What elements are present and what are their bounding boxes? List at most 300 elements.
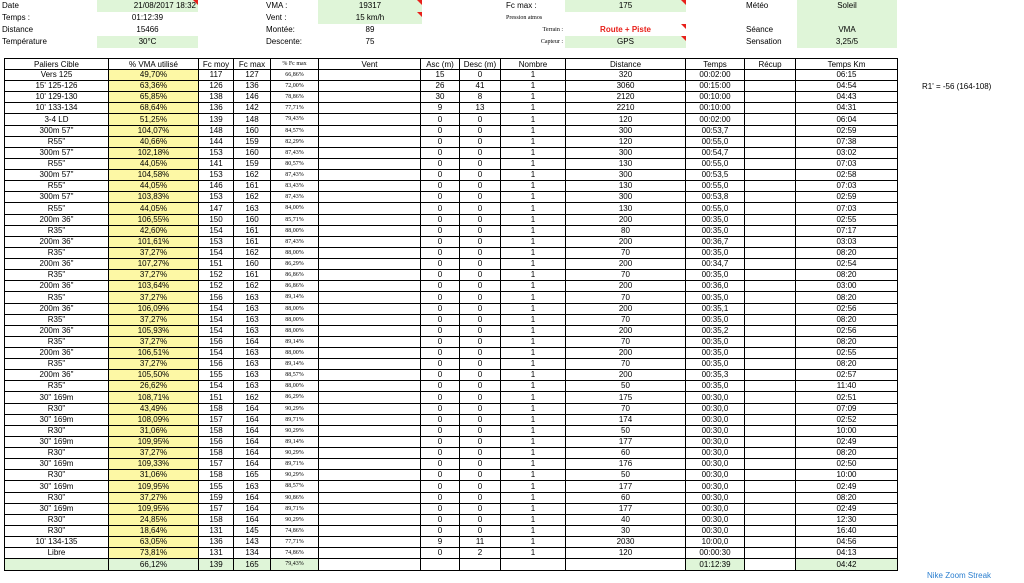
- cell-temps-km[interactable]: 02:52: [796, 415, 898, 426]
- cell-desc[interactable]: 0: [460, 70, 501, 81]
- cell-asc[interactable]: 0: [421, 292, 460, 304]
- cell-fc-max[interactable]: 164: [234, 426, 271, 437]
- cell-temps[interactable]: 00:10:00: [686, 92, 745, 103]
- cell-recup[interactable]: [745, 304, 796, 315]
- cell-paliers[interactable]: R35": [4, 292, 109, 304]
- cell-nombre[interactable]: 1: [501, 415, 566, 426]
- cell-temps-km[interactable]: 02:59: [796, 192, 898, 203]
- cell-vma-pct[interactable]: 108,09%: [109, 415, 199, 426]
- cell-recup[interactable]: [745, 281, 796, 292]
- cell-fc-max[interactable]: 160: [234, 259, 271, 270]
- cell-fc-max-pct[interactable]: 89,14%: [271, 337, 319, 348]
- cell-temps[interactable]: 00:35,3: [686, 370, 745, 381]
- cell-paliers[interactable]: R55": [4, 159, 109, 170]
- meteo-field[interactable]: Soleil: [797, 0, 897, 12]
- cell-temps-km[interactable]: 03:00: [796, 281, 898, 292]
- cell-paliers[interactable]: 30" 169m: [4, 504, 109, 515]
- cell-fc-max-pct[interactable]: 88,00%: [271, 315, 319, 326]
- cell-fc-max-pct[interactable]: 84,00%: [271, 203, 319, 215]
- cell-fc-max[interactable]: 163: [234, 348, 271, 359]
- cell-asc[interactable]: 0: [421, 459, 460, 470]
- total-recup[interactable]: [745, 559, 796, 571]
- cell-recup[interactable]: [745, 370, 796, 381]
- cell-recup[interactable]: [745, 348, 796, 359]
- cell-temps[interactable]: 00:35,0: [686, 315, 745, 326]
- cell-fc-max-pct[interactable]: 88,00%: [271, 226, 319, 237]
- cell-nombre[interactable]: 1: [501, 315, 566, 326]
- cell-nombre[interactable]: 1: [501, 381, 566, 392]
- cell-asc[interactable]: 0: [421, 404, 460, 415]
- cell-desc[interactable]: 0: [460, 415, 501, 426]
- cell-temps-km[interactable]: 02:54: [796, 259, 898, 270]
- cell-temps-km[interactable]: 02:49: [796, 437, 898, 448]
- cell-fc-moy[interactable]: 152: [199, 281, 234, 292]
- cell-desc[interactable]: 0: [460, 270, 501, 281]
- seance-field[interactable]: VMA: [797, 24, 897, 36]
- cell-fc-max[interactable]: 142: [234, 103, 271, 114]
- cell-fc-max[interactable]: 161: [234, 226, 271, 237]
- cell-nombre[interactable]: 1: [501, 192, 566, 203]
- cell-fc-max-pct[interactable]: 87,43%: [271, 192, 319, 203]
- cell-fc-moy[interactable]: 158: [199, 448, 234, 459]
- cell-paliers[interactable]: 30" 169m: [4, 481, 109, 493]
- cell-recup[interactable]: [745, 248, 796, 259]
- cell-fc-max[interactable]: 148: [234, 114, 271, 126]
- cell-distance[interactable]: 300: [566, 192, 686, 203]
- cell-fc-moy[interactable]: 154: [199, 381, 234, 392]
- cell-recup[interactable]: [745, 392, 796, 404]
- cell-asc[interactable]: 0: [421, 381, 460, 392]
- cell-temps-km[interactable]: 07:03: [796, 159, 898, 170]
- cell-vma-pct[interactable]: 107,27%: [109, 259, 199, 270]
- cell-asc[interactable]: 0: [421, 448, 460, 459]
- cell-nombre[interactable]: 1: [501, 537, 566, 548]
- cell-distance[interactable]: 70: [566, 270, 686, 281]
- cell-desc[interactable]: 13: [460, 103, 501, 114]
- cell-fc-moy[interactable]: 159: [199, 493, 234, 504]
- cell-asc[interactable]: 0: [421, 170, 460, 181]
- cell-vma-pct[interactable]: 31,06%: [109, 470, 199, 481]
- total-vent[interactable]: [319, 559, 421, 571]
- total-fc-max[interactable]: 165: [234, 559, 271, 571]
- cell-paliers[interactable]: 10' 129-130: [4, 92, 109, 103]
- cell-vent[interactable]: [319, 481, 421, 493]
- vent-field[interactable]: 15 km/h: [318, 12, 422, 24]
- cell-fc-max[interactable]: 145: [234, 526, 271, 537]
- cell-desc[interactable]: 2: [460, 548, 501, 559]
- cell-desc[interactable]: 0: [460, 259, 501, 270]
- cell-paliers[interactable]: R30": [4, 448, 109, 459]
- cell-fc-max-pct[interactable]: 80,57%: [271, 159, 319, 170]
- cell-distance[interactable]: 60: [566, 493, 686, 504]
- cell-recup[interactable]: [745, 470, 796, 481]
- cell-fc-max[interactable]: 143: [234, 537, 271, 548]
- cell-paliers[interactable]: R30": [4, 426, 109, 437]
- cell-vma-pct[interactable]: 37,27%: [109, 315, 199, 326]
- cell-fc-max-pct[interactable]: 86,29%: [271, 259, 319, 270]
- cell-fc-max[interactable]: 162: [234, 170, 271, 181]
- total-nombre[interactable]: [501, 559, 566, 571]
- cell-vent[interactable]: [319, 459, 421, 470]
- cell-recup[interactable]: [745, 415, 796, 426]
- cell-temps[interactable]: 00:35,1: [686, 304, 745, 315]
- cell-fc-max-pct[interactable]: 79,43%: [271, 114, 319, 126]
- cell-fc-max-pct[interactable]: 85,71%: [271, 215, 319, 226]
- cell-fc-max[interactable]: 164: [234, 415, 271, 426]
- cell-vent[interactable]: [319, 237, 421, 248]
- cell-temps-km[interactable]: 07:38: [796, 137, 898, 148]
- cell-asc[interactable]: 0: [421, 248, 460, 259]
- cell-asc[interactable]: 0: [421, 159, 460, 170]
- cell-paliers[interactable]: 30" 169m: [4, 415, 109, 426]
- cell-vent[interactable]: [319, 126, 421, 137]
- cell-vma-pct[interactable]: 106,09%: [109, 304, 199, 315]
- total-temps-km[interactable]: 04:42: [796, 559, 898, 571]
- cell-desc[interactable]: 0: [460, 159, 501, 170]
- cell-recup[interactable]: [745, 504, 796, 515]
- cell-fc-max[interactable]: 164: [234, 337, 271, 348]
- cell-desc[interactable]: 0: [460, 381, 501, 392]
- cell-asc[interactable]: 0: [421, 548, 460, 559]
- cell-desc[interactable]: 0: [460, 392, 501, 404]
- cell-paliers[interactable]: R35": [4, 270, 109, 281]
- cell-nombre[interactable]: 1: [501, 548, 566, 559]
- cell-nombre[interactable]: 1: [501, 337, 566, 348]
- total-desc[interactable]: [460, 559, 501, 571]
- cell-distance[interactable]: 130: [566, 203, 686, 215]
- cell-distance[interactable]: 200: [566, 237, 686, 248]
- total-asc[interactable]: [421, 559, 460, 571]
- cell-temps[interactable]: 00:30,0: [686, 515, 745, 526]
- cell-vent[interactable]: [319, 437, 421, 448]
- cell-vent[interactable]: [319, 70, 421, 81]
- cell-temps-km[interactable]: 02:56: [796, 326, 898, 337]
- cell-nombre[interactable]: 1: [501, 437, 566, 448]
- cell-fc-max[interactable]: 160: [234, 148, 271, 159]
- cell-fc-max[interactable]: 127: [234, 70, 271, 81]
- cell-fc-max[interactable]: 146: [234, 92, 271, 103]
- cell-recup[interactable]: [745, 459, 796, 470]
- cell-nombre[interactable]: 1: [501, 226, 566, 237]
- cell-fc-moy[interactable]: 156: [199, 337, 234, 348]
- cell-temps[interactable]: 00:36,7: [686, 237, 745, 248]
- cell-fc-moy[interactable]: 153: [199, 192, 234, 203]
- cell-asc[interactable]: 15: [421, 70, 460, 81]
- cell-desc[interactable]: 0: [460, 370, 501, 381]
- cell-desc[interactable]: 41: [460, 81, 501, 92]
- cell-paliers[interactable]: 300m 57": [4, 126, 109, 137]
- cell-asc[interactable]: 0: [421, 426, 460, 437]
- cell-vma-pct[interactable]: 105,50%: [109, 370, 199, 381]
- cell-fc-max[interactable]: 162: [234, 192, 271, 203]
- cell-fc-moy[interactable]: 126: [199, 81, 234, 92]
- cell-desc[interactable]: 0: [460, 304, 501, 315]
- cell-fc-moy[interactable]: 141: [199, 159, 234, 170]
- cell-distance[interactable]: 120: [566, 548, 686, 559]
- cell-vent[interactable]: [319, 537, 421, 548]
- cell-fc-max[interactable]: 164: [234, 515, 271, 526]
- cell-fc-max-pct[interactable]: 88,00%: [271, 304, 319, 315]
- cell-temps[interactable]: 00:30,0: [686, 415, 745, 426]
- cell-asc[interactable]: 0: [421, 337, 460, 348]
- cell-desc[interactable]: 0: [460, 181, 501, 192]
- cell-fc-max-pct[interactable]: 74,86%: [271, 548, 319, 559]
- meteo2-field[interactable]: [797, 12, 897, 24]
- cell-fc-max[interactable]: 163: [234, 203, 271, 215]
- cell-vent[interactable]: [319, 114, 421, 126]
- cell-paliers[interactable]: Vers 125: [4, 70, 109, 81]
- cell-recup[interactable]: [745, 81, 796, 92]
- cell-nombre[interactable]: 1: [501, 259, 566, 270]
- cell-desc[interactable]: 0: [460, 481, 501, 493]
- cell-fc-max-pct[interactable]: 88,00%: [271, 381, 319, 392]
- cell-temps[interactable]: 00:10:00: [686, 103, 745, 114]
- cell-fc-max[interactable]: 164: [234, 404, 271, 415]
- cell-asc[interactable]: 0: [421, 315, 460, 326]
- cell-vma-pct[interactable]: 103,83%: [109, 192, 199, 203]
- cell-fc-max-pct[interactable]: 87,43%: [271, 237, 319, 248]
- cell-temps-km[interactable]: 03:02: [796, 148, 898, 159]
- cell-temps-km[interactable]: 10:00: [796, 426, 898, 437]
- cell-recup[interactable]: [745, 537, 796, 548]
- cell-paliers[interactable]: 30" 169m: [4, 392, 109, 404]
- cell-temps[interactable]: 00:55,0: [686, 181, 745, 192]
- cell-asc[interactable]: 0: [421, 226, 460, 237]
- cell-temps-km[interactable]: 08:20: [796, 493, 898, 504]
- cell-fc-moy[interactable]: 157: [199, 504, 234, 515]
- cell-vent[interactable]: [319, 526, 421, 537]
- cell-vent[interactable]: [319, 203, 421, 215]
- cell-distance[interactable]: 70: [566, 337, 686, 348]
- cell-temps[interactable]: 00:30,0: [686, 404, 745, 415]
- cell-asc[interactable]: 26: [421, 81, 460, 92]
- cell-vent[interactable]: [319, 103, 421, 114]
- cell-fc-moy[interactable]: 158: [199, 404, 234, 415]
- cell-fc-moy[interactable]: 154: [199, 304, 234, 315]
- cell-desc[interactable]: 0: [460, 192, 501, 203]
- cell-temps-km[interactable]: 07:17: [796, 226, 898, 237]
- cell-paliers[interactable]: 200m 36": [4, 304, 109, 315]
- cell-paliers[interactable]: 3-4 LD: [4, 114, 109, 126]
- cell-paliers[interactable]: 10' 134-135: [4, 537, 109, 548]
- cell-vma-pct[interactable]: 109,33%: [109, 459, 199, 470]
- cell-fc-moy[interactable]: 131: [199, 548, 234, 559]
- cell-vma-pct[interactable]: 24,85%: [109, 515, 199, 526]
- cell-distance[interactable]: 200: [566, 326, 686, 337]
- cell-vma-pct[interactable]: 102,18%: [109, 148, 199, 159]
- cell-fc-max[interactable]: 134: [234, 548, 271, 559]
- cell-fc-moy[interactable]: 117: [199, 70, 234, 81]
- cell-temps-km[interactable]: 07:03: [796, 203, 898, 215]
- cell-temps-km[interactable]: 02:55: [796, 215, 898, 226]
- cell-vma-pct[interactable]: 42,60%: [109, 226, 199, 237]
- cell-vent[interactable]: [319, 281, 421, 292]
- cell-fc-max-pct[interactable]: 89,14%: [271, 359, 319, 370]
- cell-fc-moy[interactable]: 147: [199, 203, 234, 215]
- cell-distance[interactable]: 320: [566, 70, 686, 81]
- cell-recup[interactable]: [745, 70, 796, 81]
- cell-temps[interactable]: 00:30,0: [686, 504, 745, 515]
- cell-fc-max-pct[interactable]: 89,14%: [271, 292, 319, 304]
- cell-vent[interactable]: [319, 404, 421, 415]
- cell-paliers[interactable]: R30": [4, 526, 109, 537]
- cell-vma-pct[interactable]: 26,62%: [109, 381, 199, 392]
- cell-fc-max[interactable]: 161: [234, 181, 271, 192]
- cell-fc-max[interactable]: 161: [234, 237, 271, 248]
- cell-temps[interactable]: 00:30,0: [686, 493, 745, 504]
- distance-field[interactable]: 15466: [136, 25, 159, 34]
- cell-fc-max[interactable]: 163: [234, 315, 271, 326]
- cell-vent[interactable]: [319, 315, 421, 326]
- cell-asc[interactable]: 0: [421, 493, 460, 504]
- cell-distance[interactable]: 130: [566, 159, 686, 170]
- cell-nombre[interactable]: 1: [501, 70, 566, 81]
- cell-temps[interactable]: 00:35,0: [686, 359, 745, 370]
- capteur-field[interactable]: GPS: [565, 36, 686, 48]
- cell-temps-km[interactable]: 04:43: [796, 92, 898, 103]
- cell-vent[interactable]: [319, 270, 421, 281]
- cell-temps[interactable]: 00:02:00: [686, 114, 745, 126]
- cell-distance[interactable]: 70: [566, 315, 686, 326]
- cell-temps-km[interactable]: 08:20: [796, 292, 898, 304]
- cell-asc[interactable]: 9: [421, 537, 460, 548]
- cell-fc-moy[interactable]: 155: [199, 370, 234, 381]
- cell-fc-moy[interactable]: 131: [199, 526, 234, 537]
- cell-vma-pct[interactable]: 18,64%: [109, 526, 199, 537]
- cell-vma-pct[interactable]: 103,64%: [109, 281, 199, 292]
- cell-temps[interactable]: 00:54,7: [686, 148, 745, 159]
- cell-nombre[interactable]: 1: [501, 392, 566, 404]
- cell-vent[interactable]: [319, 226, 421, 237]
- cell-fc-max-pct[interactable]: 86,86%: [271, 270, 319, 281]
- cell-asc[interactable]: 0: [421, 281, 460, 292]
- cell-asc[interactable]: 0: [421, 304, 460, 315]
- cell-fc-moy[interactable]: 151: [199, 392, 234, 404]
- cell-temps-km[interactable]: 08:20: [796, 270, 898, 281]
- cell-paliers[interactable]: R55": [4, 181, 109, 192]
- cell-nombre[interactable]: 1: [501, 137, 566, 148]
- cell-desc[interactable]: 0: [460, 292, 501, 304]
- cell-fc-moy[interactable]: 157: [199, 415, 234, 426]
- cell-vent[interactable]: [319, 81, 421, 92]
- cell-vma-pct[interactable]: 37,27%: [109, 270, 199, 281]
- cell-vent[interactable]: [319, 448, 421, 459]
- cell-distance[interactable]: 200: [566, 304, 686, 315]
- cell-distance[interactable]: 130: [566, 181, 686, 192]
- cell-vma-pct[interactable]: 37,27%: [109, 337, 199, 348]
- cell-desc[interactable]: 0: [460, 137, 501, 148]
- cell-distance[interactable]: 2030: [566, 537, 686, 548]
- cell-fc-max[interactable]: 165: [234, 470, 271, 481]
- cell-temps[interactable]: 00:55,0: [686, 159, 745, 170]
- cell-vma-pct[interactable]: 37,27%: [109, 359, 199, 370]
- cell-vma-pct[interactable]: 109,95%: [109, 437, 199, 448]
- cell-temps-km[interactable]: 02:51: [796, 392, 898, 404]
- cell-vent[interactable]: [319, 370, 421, 381]
- cell-fc-moy[interactable]: 138: [199, 92, 234, 103]
- cell-temps-km[interactable]: 02:49: [796, 481, 898, 493]
- cell-recup[interactable]: [745, 337, 796, 348]
- cell-fc-max-pct[interactable]: 90,29%: [271, 470, 319, 481]
- cell-recup[interactable]: [745, 114, 796, 126]
- cell-distance[interactable]: 300: [566, 148, 686, 159]
- cell-asc[interactable]: 0: [421, 470, 460, 481]
- cell-desc[interactable]: 0: [460, 437, 501, 448]
- cell-temps-km[interactable]: 12:30: [796, 515, 898, 526]
- cell-nombre[interactable]: 1: [501, 359, 566, 370]
- cell-temps-km[interactable]: 08:20: [796, 448, 898, 459]
- cell-desc[interactable]: 0: [460, 448, 501, 459]
- cell-recup[interactable]: [745, 203, 796, 215]
- cell-temps[interactable]: 00:35,0: [686, 381, 745, 392]
- cell-temps-km[interactable]: 06:15: [796, 70, 898, 81]
- cell-paliers[interactable]: Libre: [4, 548, 109, 559]
- cell-nombre[interactable]: 1: [501, 348, 566, 359]
- cell-paliers[interactable]: R30": [4, 404, 109, 415]
- cell-nombre[interactable]: 1: [501, 237, 566, 248]
- cell-recup[interactable]: [745, 226, 796, 237]
- cell-fc-max-pct[interactable]: 89,71%: [271, 504, 319, 515]
- cell-vent[interactable]: [319, 292, 421, 304]
- cell-distance[interactable]: 120: [566, 114, 686, 126]
- cell-vent[interactable]: [319, 381, 421, 392]
- cell-distance[interactable]: 300: [566, 170, 686, 181]
- cell-recup[interactable]: [745, 548, 796, 559]
- cell-desc[interactable]: 0: [460, 281, 501, 292]
- cell-vent[interactable]: [319, 426, 421, 437]
- cell-distance[interactable]: 200: [566, 259, 686, 270]
- cell-fc-max[interactable]: 164: [234, 504, 271, 515]
- cell-fc-moy[interactable]: 153: [199, 170, 234, 181]
- cell-desc[interactable]: 0: [460, 515, 501, 526]
- cell-asc[interactable]: 9: [421, 103, 460, 114]
- cell-temps[interactable]: 00:53,5: [686, 170, 745, 181]
- cell-temps[interactable]: 00:53,7: [686, 126, 745, 137]
- cell-fc-max[interactable]: 163: [234, 381, 271, 392]
- cell-temps[interactable]: 00:35,0: [686, 248, 745, 259]
- cell-recup[interactable]: [745, 381, 796, 392]
- cell-asc[interactable]: 0: [421, 504, 460, 515]
- cell-asc[interactable]: 0: [421, 114, 460, 126]
- cell-temps-km[interactable]: 10:00: [796, 470, 898, 481]
- cell-distance[interactable]: 40: [566, 515, 686, 526]
- cell-recup[interactable]: [745, 437, 796, 448]
- cell-nombre[interactable]: 1: [501, 103, 566, 114]
- cell-paliers[interactable]: 200m 36": [4, 326, 109, 337]
- cell-temps[interactable]: 00:02:00: [686, 70, 745, 81]
- cell-fc-moy[interactable]: 158: [199, 426, 234, 437]
- cell-asc[interactable]: 0: [421, 237, 460, 248]
- cell-temps[interactable]: 00:53,8: [686, 192, 745, 203]
- cell-desc[interactable]: 0: [460, 248, 501, 259]
- cell-temps[interactable]: 00:35,0: [686, 337, 745, 348]
- cell-paliers[interactable]: R55": [4, 203, 109, 215]
- cell-distance[interactable]: 200: [566, 281, 686, 292]
- cell-temps[interactable]: 00:34,7: [686, 259, 745, 270]
- cell-nombre[interactable]: 1: [501, 504, 566, 515]
- cell-vma-pct[interactable]: 31,06%: [109, 426, 199, 437]
- cell-fc-max-pct[interactable]: 88,57%: [271, 370, 319, 381]
- cell-fc-max-pct[interactable]: 74,86%: [271, 526, 319, 537]
- shoe-link[interactable]: Nike Zoom Streak: [927, 571, 992, 580]
- cell-temps-km[interactable]: 04:54: [796, 81, 898, 92]
- cell-recup[interactable]: [745, 126, 796, 137]
- cell-nombre[interactable]: 1: [501, 470, 566, 481]
- cell-desc[interactable]: 0: [460, 148, 501, 159]
- cell-vma-pct[interactable]: 65,85%: [109, 92, 199, 103]
- cell-desc[interactable]: 11: [460, 537, 501, 548]
- cell-vent[interactable]: [319, 159, 421, 170]
